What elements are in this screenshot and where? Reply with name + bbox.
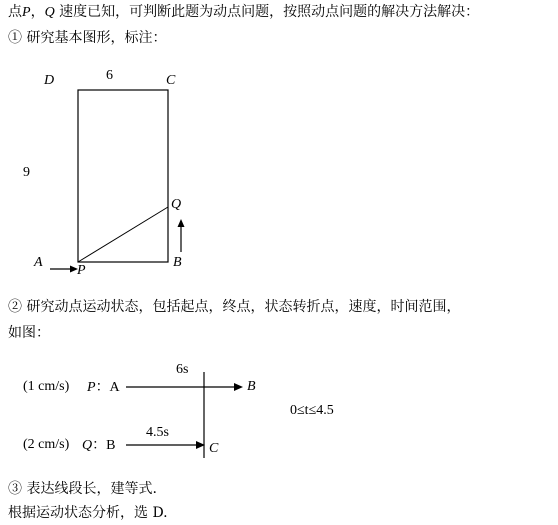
q-arrowhead (178, 219, 185, 227)
p-route (87, 380, 120, 395)
intro-text-1: 点 (8, 4, 22, 20)
p-start: ：A (95, 380, 120, 395)
p-speed: (1 cm/s) (23, 379, 70, 394)
intro-text-3: 速度已知，可判断此题为动点问题，按照动点问题的解决方法解决： (54, 4, 480, 20)
q-route (82, 438, 115, 453)
p-time-label: 6s (176, 362, 189, 377)
rectangle-abcd (78, 90, 168, 262)
vertex-c: C (166, 73, 176, 88)
point-q-label: Q (44, 5, 55, 20)
p-name: P (87, 380, 96, 395)
q-speed: (2 cm/s) (23, 437, 70, 452)
p-path-arrowhead (234, 383, 243, 391)
p-end: B (247, 379, 256, 394)
vertex-p: P (77, 263, 86, 278)
q-name: Q (82, 438, 93, 453)
step-2-line-1: ② 研究动点运动状态，包括起点，终点，状态转折点，速度，时间范围， (8, 299, 461, 315)
q-time-label: 4.5s (146, 425, 169, 440)
vertex-b: B (173, 255, 182, 270)
step-3: ③ 表达线段长，建等式. (8, 481, 157, 497)
segment-pq (78, 207, 168, 262)
vertex-q: Q (171, 197, 182, 212)
point-p-label: P (22, 5, 31, 20)
q-start: ：B (92, 438, 116, 453)
top-length: 6 (106, 68, 113, 83)
step-2-line-2: 如图： (8, 325, 50, 341)
intro-text-2: ， (30, 4, 45, 20)
vertex-d: D (44, 73, 55, 88)
conclusion: 根据运动状态分析，选 D. (8, 505, 168, 521)
vertex-a: A (34, 255, 43, 270)
step-1: ① 研究基本图形，标注： (8, 30, 167, 46)
time-range: 0≤t≤4.5 (290, 403, 334, 418)
left-length: 9 (23, 165, 30, 180)
q-end: C (209, 441, 219, 456)
